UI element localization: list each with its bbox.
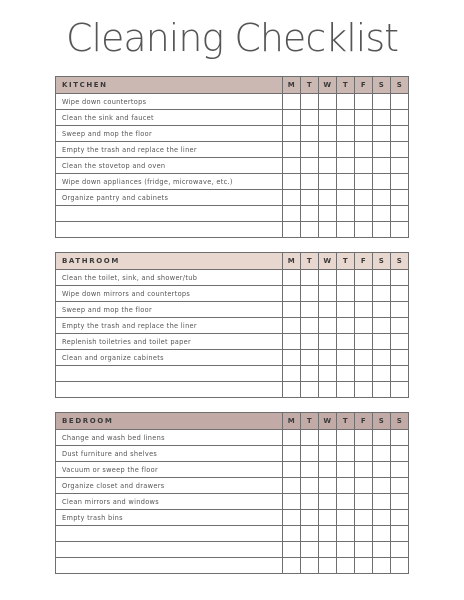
day-checkbox-cell[interactable]: [355, 510, 373, 526]
task-row: [56, 174, 409, 190]
day-checkbox-cell[interactable]: [319, 366, 337, 382]
day-checkbox-cell[interactable]: [337, 446, 355, 462]
section-title: BEDROOM: [56, 413, 283, 430]
day-checkbox-cell[interactable]: [301, 286, 319, 302]
day-checkbox-cell[interactable]: [319, 542, 337, 558]
task-row: [56, 542, 409, 558]
task-label: [56, 366, 283, 382]
day-checkbox-cell[interactable]: [283, 510, 301, 526]
day-checkbox-cell[interactable]: [373, 158, 391, 174]
day-checkbox-cell[interactable]: [319, 222, 337, 238]
task-row: [56, 510, 409, 526]
day-checkbox-cell[interactable]: [355, 526, 373, 542]
day-checkbox-cell[interactable]: [283, 302, 301, 318]
day-checkbox-cell[interactable]: [283, 318, 301, 334]
day-checkbox-cell[interactable]: [319, 510, 337, 526]
task-row: [56, 222, 409, 238]
kitchen-checklist-table: [55, 76, 409, 238]
day-checkbox-cell[interactable]: [337, 190, 355, 206]
day-checkbox-cell[interactable]: [301, 558, 319, 574]
task-row: [56, 94, 409, 110]
day-header: T: [337, 253, 355, 270]
day-checkbox-cell[interactable]: [337, 430, 355, 446]
day-header: S: [373, 253, 391, 270]
day-checkbox-cell[interactable]: [283, 366, 301, 382]
day-checkbox-cell[interactable]: [373, 222, 391, 238]
day-header: M: [283, 253, 301, 270]
task-row: [56, 478, 409, 494]
day-checkbox-cell[interactable]: [337, 222, 355, 238]
day-checkbox-cell[interactable]: [355, 302, 373, 318]
day-checkbox-cell[interactable]: [355, 110, 373, 126]
day-checkbox-cell[interactable]: [355, 142, 373, 158]
task-row: [56, 462, 409, 478]
day-checkbox-cell[interactable]: [283, 286, 301, 302]
day-checkbox-cell[interactable]: [391, 526, 409, 542]
day-header: S: [391, 253, 409, 270]
day-checkbox-cell[interactable]: [391, 446, 409, 462]
day-checkbox-cell[interactable]: [319, 206, 337, 222]
day-checkbox-cell[interactable]: [355, 494, 373, 510]
day-checkbox-cell[interactable]: [337, 510, 355, 526]
day-header: M: [283, 413, 301, 430]
day-checkbox-cell[interactable]: [301, 542, 319, 558]
day-checkbox-cell[interactable]: [301, 350, 319, 366]
day-header: T: [301, 77, 319, 94]
day-checkbox-cell[interactable]: [391, 334, 409, 350]
day-checkbox-cell[interactable]: [355, 222, 373, 238]
day-checkbox-cell[interactable]: [391, 478, 409, 494]
day-checkbox-cell[interactable]: [319, 190, 337, 206]
day-checkbox-cell[interactable]: [391, 110, 409, 126]
task-label: Clean the stovetop and oven: [56, 158, 283, 174]
day-checkbox-cell[interactable]: [391, 510, 409, 526]
day-checkbox-cell[interactable]: [337, 542, 355, 558]
day-checkbox-cell[interactable]: [391, 206, 409, 222]
day-checkbox-cell[interactable]: [391, 174, 409, 190]
day-checkbox-cell[interactable]: [319, 318, 337, 334]
day-checkbox-cell[interactable]: [373, 430, 391, 446]
day-checkbox-cell[interactable]: [283, 446, 301, 462]
day-checkbox-cell[interactable]: [373, 382, 391, 398]
task-label: Empty the trash and replace the liner: [56, 142, 283, 158]
day-checkbox-cell[interactable]: [319, 126, 337, 142]
day-checkbox-cell[interactable]: [391, 366, 409, 382]
day-checkbox-cell[interactable]: [301, 190, 319, 206]
day-checkbox-cell[interactable]: [283, 174, 301, 190]
day-checkbox-cell[interactable]: [373, 334, 391, 350]
day-checkbox-cell[interactable]: [337, 366, 355, 382]
day-checkbox-cell[interactable]: [301, 382, 319, 398]
day-checkbox-cell[interactable]: [319, 110, 337, 126]
task-label: [56, 558, 283, 574]
day-checkbox-cell[interactable]: [355, 174, 373, 190]
task-row: [56, 126, 409, 142]
day-checkbox-cell[interactable]: [283, 270, 301, 286]
day-checkbox-cell[interactable]: [373, 510, 391, 526]
day-checkbox-cell[interactable]: [337, 206, 355, 222]
day-checkbox-cell[interactable]: [319, 286, 337, 302]
task-row: [56, 350, 409, 366]
day-checkbox-cell[interactable]: [319, 158, 337, 174]
day-checkbox-cell[interactable]: [301, 110, 319, 126]
day-checkbox-cell[interactable]: [355, 430, 373, 446]
day-header: T: [337, 413, 355, 430]
day-header: T: [301, 253, 319, 270]
day-checkbox-cell[interactable]: [283, 190, 301, 206]
day-header: F: [355, 413, 373, 430]
task-label: Clean the sink and faucet: [56, 110, 283, 126]
day-checkbox-cell[interactable]: [391, 270, 409, 286]
page-title: Cleaning Checklist: [65, 16, 399, 60]
day-checkbox-cell[interactable]: [373, 206, 391, 222]
day-checkbox-cell[interactable]: [337, 126, 355, 142]
day-checkbox-cell[interactable]: [319, 526, 337, 542]
day-header: S: [391, 77, 409, 94]
day-checkbox-cell[interactable]: [319, 462, 337, 478]
day-header: W: [319, 253, 337, 270]
task-row: [56, 334, 409, 350]
day-checkbox-cell[interactable]: [301, 126, 319, 142]
task-label: Vacuum or sweep the floor: [56, 462, 283, 478]
day-checkbox-cell[interactable]: [301, 510, 319, 526]
day-checkbox-cell[interactable]: [301, 158, 319, 174]
day-checkbox-cell[interactable]: [373, 446, 391, 462]
day-checkbox-cell[interactable]: [337, 318, 355, 334]
day-checkbox-cell[interactable]: [337, 526, 355, 542]
day-checkbox-cell[interactable]: [355, 158, 373, 174]
day-checkbox-cell[interactable]: [301, 494, 319, 510]
day-checkbox-cell[interactable]: [373, 526, 391, 542]
day-checkbox-cell[interactable]: [373, 270, 391, 286]
day-checkbox-cell[interactable]: [373, 478, 391, 494]
day-checkbox-cell[interactable]: [391, 318, 409, 334]
day-checkbox-cell[interactable]: [391, 302, 409, 318]
section-header-row: [56, 413, 409, 430]
day-checkbox-cell[interactable]: [337, 158, 355, 174]
section-header-row: [56, 77, 409, 94]
task-label: Empty the trash and replace the liner: [56, 318, 283, 334]
day-checkbox-cell[interactable]: [391, 430, 409, 446]
task-row: [56, 430, 409, 446]
day-checkbox-cell[interactable]: [283, 542, 301, 558]
day-checkbox-cell[interactable]: [355, 286, 373, 302]
day-checkbox-cell[interactable]: [319, 382, 337, 398]
task-label: Sweep and mop the floor: [56, 126, 283, 142]
bathroom-checklist-table: [55, 252, 409, 398]
task-label: Clean mirrors and windows: [56, 494, 283, 510]
day-checkbox-cell[interactable]: [373, 558, 391, 574]
day-checkbox-cell[interactable]: [391, 142, 409, 158]
day-header: S: [391, 413, 409, 430]
day-checkbox-cell[interactable]: [337, 334, 355, 350]
task-row: [56, 494, 409, 510]
day-checkbox-cell[interactable]: [337, 382, 355, 398]
task-row: [56, 286, 409, 302]
day-checkbox-cell[interactable]: [337, 558, 355, 574]
day-header: M: [283, 77, 301, 94]
day-checkbox-cell[interactable]: [319, 430, 337, 446]
day-checkbox-cell[interactable]: [337, 110, 355, 126]
task-row: [56, 190, 409, 206]
day-checkbox-cell[interactable]: [391, 286, 409, 302]
day-checkbox-cell[interactable]: [391, 350, 409, 366]
task-label: Organize pantry and cabinets: [56, 190, 283, 206]
task-label: [56, 526, 283, 542]
day-checkbox-cell[interactable]: [373, 286, 391, 302]
task-row: [56, 302, 409, 318]
day-checkbox-cell[interactable]: [373, 110, 391, 126]
day-checkbox-cell[interactable]: [337, 302, 355, 318]
day-checkbox-cell[interactable]: [301, 142, 319, 158]
day-checkbox-cell[interactable]: [355, 318, 373, 334]
task-label: Organize closet and drawers: [56, 478, 283, 494]
day-header: W: [319, 413, 337, 430]
day-checkbox-cell[interactable]: [373, 494, 391, 510]
day-checkbox-cell[interactable]: [391, 190, 409, 206]
task-label: Sweep and mop the floor: [56, 302, 283, 318]
day-checkbox-cell[interactable]: [283, 430, 301, 446]
task-label: Clean and organize cabinets: [56, 350, 283, 366]
day-checkbox-cell[interactable]: [373, 462, 391, 478]
day-checkbox-cell[interactable]: [301, 206, 319, 222]
day-checkbox-cell[interactable]: [391, 494, 409, 510]
day-checkbox-cell[interactable]: [337, 142, 355, 158]
task-row: [56, 206, 409, 222]
day-checkbox-cell[interactable]: [373, 174, 391, 190]
day-checkbox-cell[interactable]: [301, 334, 319, 350]
task-row: [56, 558, 409, 574]
day-checkbox-cell[interactable]: [355, 478, 373, 494]
day-checkbox-cell[interactable]: [355, 334, 373, 350]
day-checkbox-cell[interactable]: [373, 366, 391, 382]
task-row: [56, 446, 409, 462]
day-checkbox-cell[interactable]: [355, 558, 373, 574]
day-checkbox-cell[interactable]: [355, 94, 373, 110]
task-label: Dust furniture and shelves: [56, 446, 283, 462]
day-checkbox-cell[interactable]: [283, 206, 301, 222]
day-checkbox-cell[interactable]: [391, 542, 409, 558]
day-header: S: [373, 77, 391, 94]
day-checkbox-cell[interactable]: [301, 174, 319, 190]
day-header: F: [355, 253, 373, 270]
day-checkbox-cell[interactable]: [301, 446, 319, 462]
day-checkbox-cell[interactable]: [355, 270, 373, 286]
task-label: Wipe down appliances (fridge, microwave, etc.): [56, 174, 283, 190]
day-checkbox-cell[interactable]: [319, 94, 337, 110]
day-header: W: [319, 77, 337, 94]
day-checkbox-cell[interactable]: [319, 142, 337, 158]
section-title: BATHROOM: [56, 253, 283, 270]
day-checkbox-cell[interactable]: [391, 222, 409, 238]
day-checkbox-cell[interactable]: [373, 142, 391, 158]
task-row: [56, 382, 409, 398]
day-checkbox-cell[interactable]: [391, 126, 409, 142]
day-checkbox-cell[interactable]: [355, 446, 373, 462]
day-checkbox-cell[interactable]: [391, 382, 409, 398]
day-checkbox-cell[interactable]: [319, 302, 337, 318]
task-row: [56, 158, 409, 174]
day-checkbox-cell[interactable]: [337, 462, 355, 478]
day-checkbox-cell[interactable]: [373, 126, 391, 142]
day-checkbox-cell[interactable]: [391, 158, 409, 174]
day-checkbox-cell[interactable]: [337, 174, 355, 190]
day-checkbox-cell[interactable]: [283, 94, 301, 110]
day-checkbox-cell[interactable]: [319, 174, 337, 190]
day-checkbox-cell[interactable]: [337, 286, 355, 302]
day-checkbox-cell[interactable]: [355, 206, 373, 222]
day-checkbox-cell[interactable]: [373, 94, 391, 110]
task-row: [56, 110, 409, 126]
day-checkbox-cell[interactable]: [301, 462, 319, 478]
day-checkbox-cell[interactable]: [319, 270, 337, 286]
section-header-row: [56, 253, 409, 270]
day-checkbox-cell[interactable]: [301, 318, 319, 334]
day-checkbox-cell[interactable]: [283, 158, 301, 174]
day-checkbox-cell[interactable]: [355, 190, 373, 206]
task-row: [56, 366, 409, 382]
day-checkbox-cell[interactable]: [355, 350, 373, 366]
bedroom-checklist-table: [55, 412, 409, 574]
day-checkbox-cell[interactable]: [283, 142, 301, 158]
day-checkbox-cell[interactable]: [355, 366, 373, 382]
day-header: T: [337, 77, 355, 94]
task-row: [56, 270, 409, 286]
task-label: Change and wash bed linens: [56, 430, 283, 446]
task-row: [56, 318, 409, 334]
day-checkbox-cell[interactable]: [355, 126, 373, 142]
day-checkbox-cell[interactable]: [319, 558, 337, 574]
task-label: [56, 542, 283, 558]
day-checkbox-cell[interactable]: [283, 526, 301, 542]
day-checkbox-cell[interactable]: [283, 494, 301, 510]
task-label: Replenish toiletries and toilet paper: [56, 334, 283, 350]
day-checkbox-cell[interactable]: [301, 302, 319, 318]
task-row: [56, 526, 409, 542]
day-checkbox-cell[interactable]: [319, 446, 337, 462]
day-checkbox-cell[interactable]: [373, 302, 391, 318]
day-checkbox-cell[interactable]: [373, 542, 391, 558]
day-checkbox-cell[interactable]: [373, 350, 391, 366]
day-checkbox-cell[interactable]: [301, 270, 319, 286]
day-checkbox-cell[interactable]: [283, 462, 301, 478]
day-checkbox-cell[interactable]: [355, 462, 373, 478]
section-title: KITCHEN: [56, 77, 283, 94]
day-checkbox-cell[interactable]: [283, 350, 301, 366]
day-checkbox-cell[interactable]: [337, 270, 355, 286]
day-checkbox-cell[interactable]: [391, 462, 409, 478]
day-checkbox-cell[interactable]: [283, 222, 301, 238]
day-checkbox-cell[interactable]: [337, 478, 355, 494]
day-header: F: [355, 77, 373, 94]
day-checkbox-cell[interactable]: [283, 334, 301, 350]
day-checkbox-cell[interactable]: [301, 222, 319, 238]
day-checkbox-cell[interactable]: [301, 526, 319, 542]
task-label: Wipe down countertops: [56, 94, 283, 110]
task-label: [56, 222, 283, 238]
day-checkbox-cell[interactable]: [283, 382, 301, 398]
day-checkbox-cell[interactable]: [355, 382, 373, 398]
day-header: T: [301, 413, 319, 430]
day-checkbox-cell[interactable]: [301, 430, 319, 446]
day-checkbox-cell[interactable]: [373, 318, 391, 334]
day-checkbox-cell[interactable]: [373, 190, 391, 206]
day-checkbox-cell[interactable]: [283, 126, 301, 142]
day-checkbox-cell[interactable]: [337, 494, 355, 510]
day-checkbox-cell[interactable]: [355, 542, 373, 558]
day-checkbox-cell[interactable]: [319, 494, 337, 510]
task-label: [56, 206, 283, 222]
day-checkbox-cell[interactable]: [319, 350, 337, 366]
task-label: Clean the toilet, sink, and shower/tub: [56, 270, 283, 286]
day-checkbox-cell[interactable]: [283, 478, 301, 494]
day-header: S: [373, 413, 391, 430]
day-checkbox-cell[interactable]: [337, 350, 355, 366]
day-checkbox-cell[interactable]: [319, 334, 337, 350]
day-checkbox-cell[interactable]: [391, 94, 409, 110]
task-label: Wipe down mirrors and countertops: [56, 286, 283, 302]
day-checkbox-cell[interactable]: [301, 478, 319, 494]
day-checkbox-cell[interactable]: [319, 478, 337, 494]
day-checkbox-cell[interactable]: [337, 94, 355, 110]
day-checkbox-cell[interactable]: [283, 558, 301, 574]
day-checkbox-cell[interactable]: [391, 558, 409, 574]
day-checkbox-cell[interactable]: [301, 366, 319, 382]
day-checkbox-cell[interactable]: [301, 94, 319, 110]
day-checkbox-cell[interactable]: [283, 110, 301, 126]
task-row: [56, 142, 409, 158]
task-label: Empty trash bins: [56, 510, 283, 526]
task-label: [56, 382, 283, 398]
